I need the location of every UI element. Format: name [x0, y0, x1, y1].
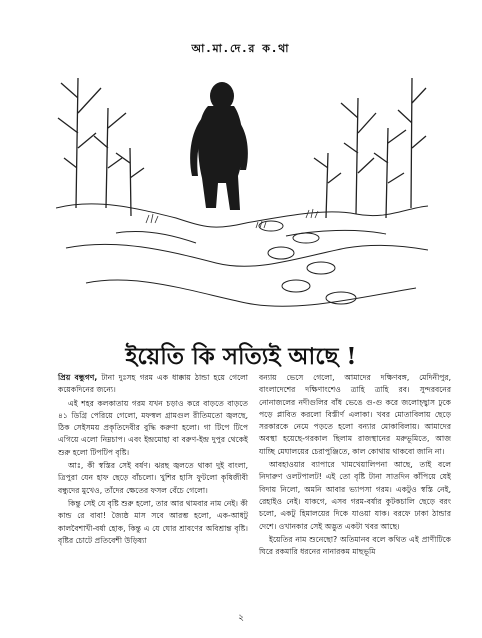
- section-header: আ.মা.দে.র ক.থা: [191, 42, 291, 55]
- article-title: ইয়েতি কি সত্যিই আছে !: [125, 343, 357, 370]
- paragraph: ইয়েতির নাম শুনেছো? অতিমানব বলে কথিত এই প্রাণীটিকে ঘিরে রকমারি ধরনের নানারকম মাছভূমি: [259, 534, 451, 557]
- paragraph: কিন্তু সেই যে বৃষ্টি শুরু হলো, তার আর থামবার নাম নেই। কী কান্ড রে বাবা! জ্যৈষ্ঠ মাস সবে আরম্ভ হলো, এক-আধটু কালবৈশাখী-বর্ষা হোক, কিন্তু এ যে ঘোর শ্রাবণের অবিশ্রান্ত বৃষ্টি। বৃষ্টির চোটে প্রতিবেশী উড়িষ্যা: [58, 498, 248, 545]
- yeti-illustration: [56, 58, 428, 320]
- paragraph: [58, 372, 248, 397]
- paragraph: আবহাওয়ার ব্যাপারে খামখেয়ালিপনা আছে, তাই বলে নিদারুণ ওলটপালট! এই তো বৃষ্টি টানা সাতদিন কাঁপিয়ে যেই বিদায় নিলো, অমনি আবার ভ্যাপসা গরম। একটুও স্বস্তি নেই, রেহাইও নেই। যাকগে, এসব গরম-বর্ষার কুটকচালি ছেড়ে বরং চলো, একটু হিমালয়ের দিকে যাওয়া যাক। বরফে ঢাকা ঠান্ডার দেশে। ওখানকার সেই অদ্ভুত একটা খবর আছে।: [259, 460, 451, 531]
- paragraph: বন্যায় ভেসে গেলো, আমাদের দক্ষিণবঙ্গ, মেদিনীপুর, বাংলাদেশের দক্ষিণাংশেও ত্রাহি ত্রাহি রব। সুন্দরবনের নোনাজলের নদীগুলির বাঁধ ভেঙে গু-গু করে জলোচ্ছ্বাস ঢুকে পড়ে প্লাবিত করলো বিস্তীর্ণ এলাকা। খবর মোতাবিলায় ছেড়ে সরকারকে নেমে পড়তে হলো বন্যার মোকাবিলায়। আমাদের অবস্থা হয়েছে-গরকাল ছিলাম রাজস্থানের মরুভূমিতে, আজ যাচ্ছি মেঘালয়ের চেরাপুঞ্জিতে, কাল কোথায় থাকবো জানি না।: [259, 373, 451, 456]
- salutation: প্রিয় বন্ধুগণ,: [58, 373, 98, 382]
- left-column: [58, 372, 248, 548]
- paragraph-text: টানা দুঃসহ গরম এক ধাক্কায় ঠান্ডা হয়ে গেলো কয়েকদিনের জন্যে।: [58, 373, 249, 395]
- paragraph: এই শহর কলকাতায় গরম যখন চড়াও করে বাড়তে বাড়তে ৪১ ডিগ্রি পেরিয়ে গেলো, মফস্বল গ্রামগুল রীতিমতো জ্বলছে, ঠিক সেইসময় প্রকৃতিদেবীর বুদ্ধি করুণা হলো। গা টিপে টিপে এগিয়ে এলো নিম্নচাপ। এবং ইন্দ্রমোহা বা বরুণ-ইন্দ্র দুপুর থেকেই শুরু হলো টিপটিপ বৃষ্টি।: [58, 398, 248, 457]
- paragraph: আঃ, কী স্বস্তির সেই বর্ষণ। ঝরছ জ্বলতে থাকা দুই বাংলা, ত্রিপুরা যেন হাফ ছেড়ে বাঁচলো। খুশির হাসি ফুটলো কৃষিজীবী বন্ধুদের মুখেও, তাঁদের ক্ষেতের ফসল বেঁচে গেলো।: [58, 461, 248, 495]
- page-number: ২: [238, 613, 244, 623]
- right-column: [259, 372, 451, 559]
